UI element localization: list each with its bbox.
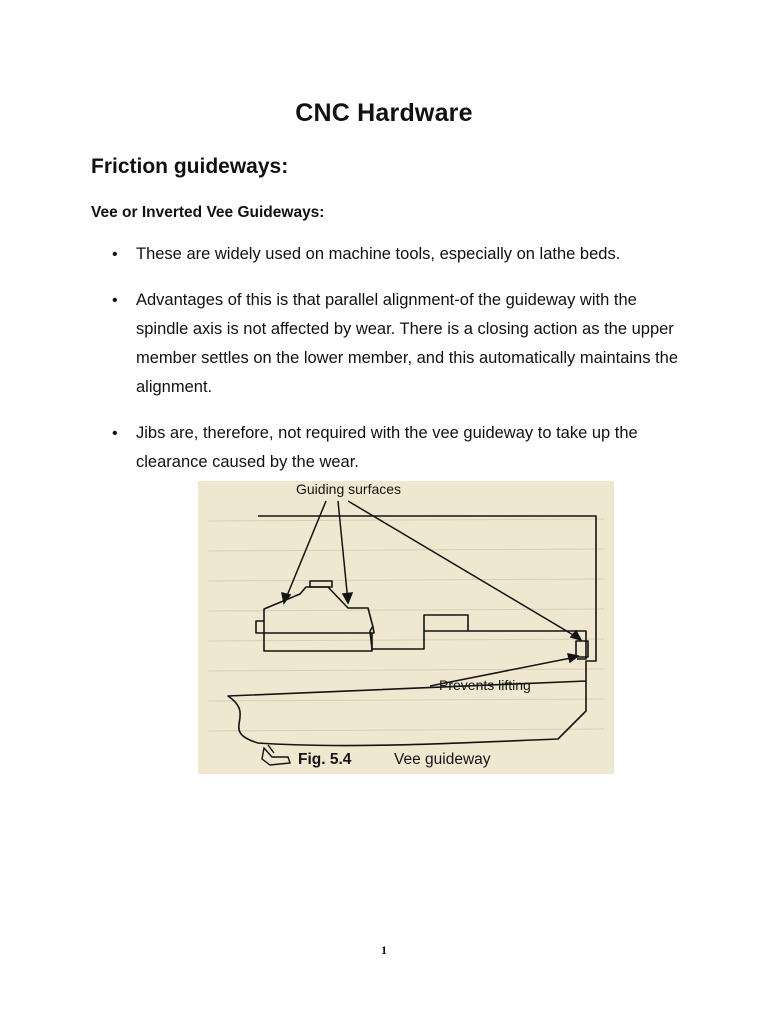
top-pad xyxy=(310,581,332,587)
label-prevents-lifting: Prevents lifting xyxy=(439,677,531,693)
list-item xyxy=(112,419,692,477)
section-heading: Friction guideways: xyxy=(91,155,289,178)
label-guiding-surfaces: Guiding surfaces xyxy=(296,481,402,497)
right-rail xyxy=(424,615,468,631)
bullet-text: Advantages of this is that parallel alignment-of the guideway with the spindle axis is not affected by wear. There is a closing action as the upper member settles on the lower member, and this automatically maintains the alignment. xyxy=(136,291,679,396)
bullet-icon: • xyxy=(112,246,118,263)
bullet-icon: • xyxy=(112,292,118,309)
background-print-texture xyxy=(208,519,604,731)
list-item xyxy=(112,286,692,402)
guiding-arrows xyxy=(282,501,581,686)
page-title: CNC Hardware xyxy=(295,99,473,127)
pointer-hand-icon xyxy=(262,745,290,765)
figure-caption-number: Fig. 5.4 xyxy=(298,751,352,768)
bullet-icon: • xyxy=(112,425,118,442)
page-number: 1 xyxy=(381,943,387,957)
vee-guideway-diagram xyxy=(198,481,614,774)
list-item xyxy=(112,240,692,269)
figure-caption-text: Vee guideway xyxy=(394,751,491,768)
vee-guide-block xyxy=(264,621,372,651)
vee-guideway-figure xyxy=(198,481,614,774)
sub-heading: Vee or Inverted Vee Guideways: xyxy=(91,204,325,221)
upper-member-outline xyxy=(370,626,586,659)
bullet-list xyxy=(112,240,692,494)
bullet-text: Jibs are, therefore, not required with the vee guideway to take up the clearance caused by the wear. xyxy=(136,424,638,471)
bullet-text: These are widely used on machine tools, especially on lathe beds. xyxy=(136,245,621,263)
